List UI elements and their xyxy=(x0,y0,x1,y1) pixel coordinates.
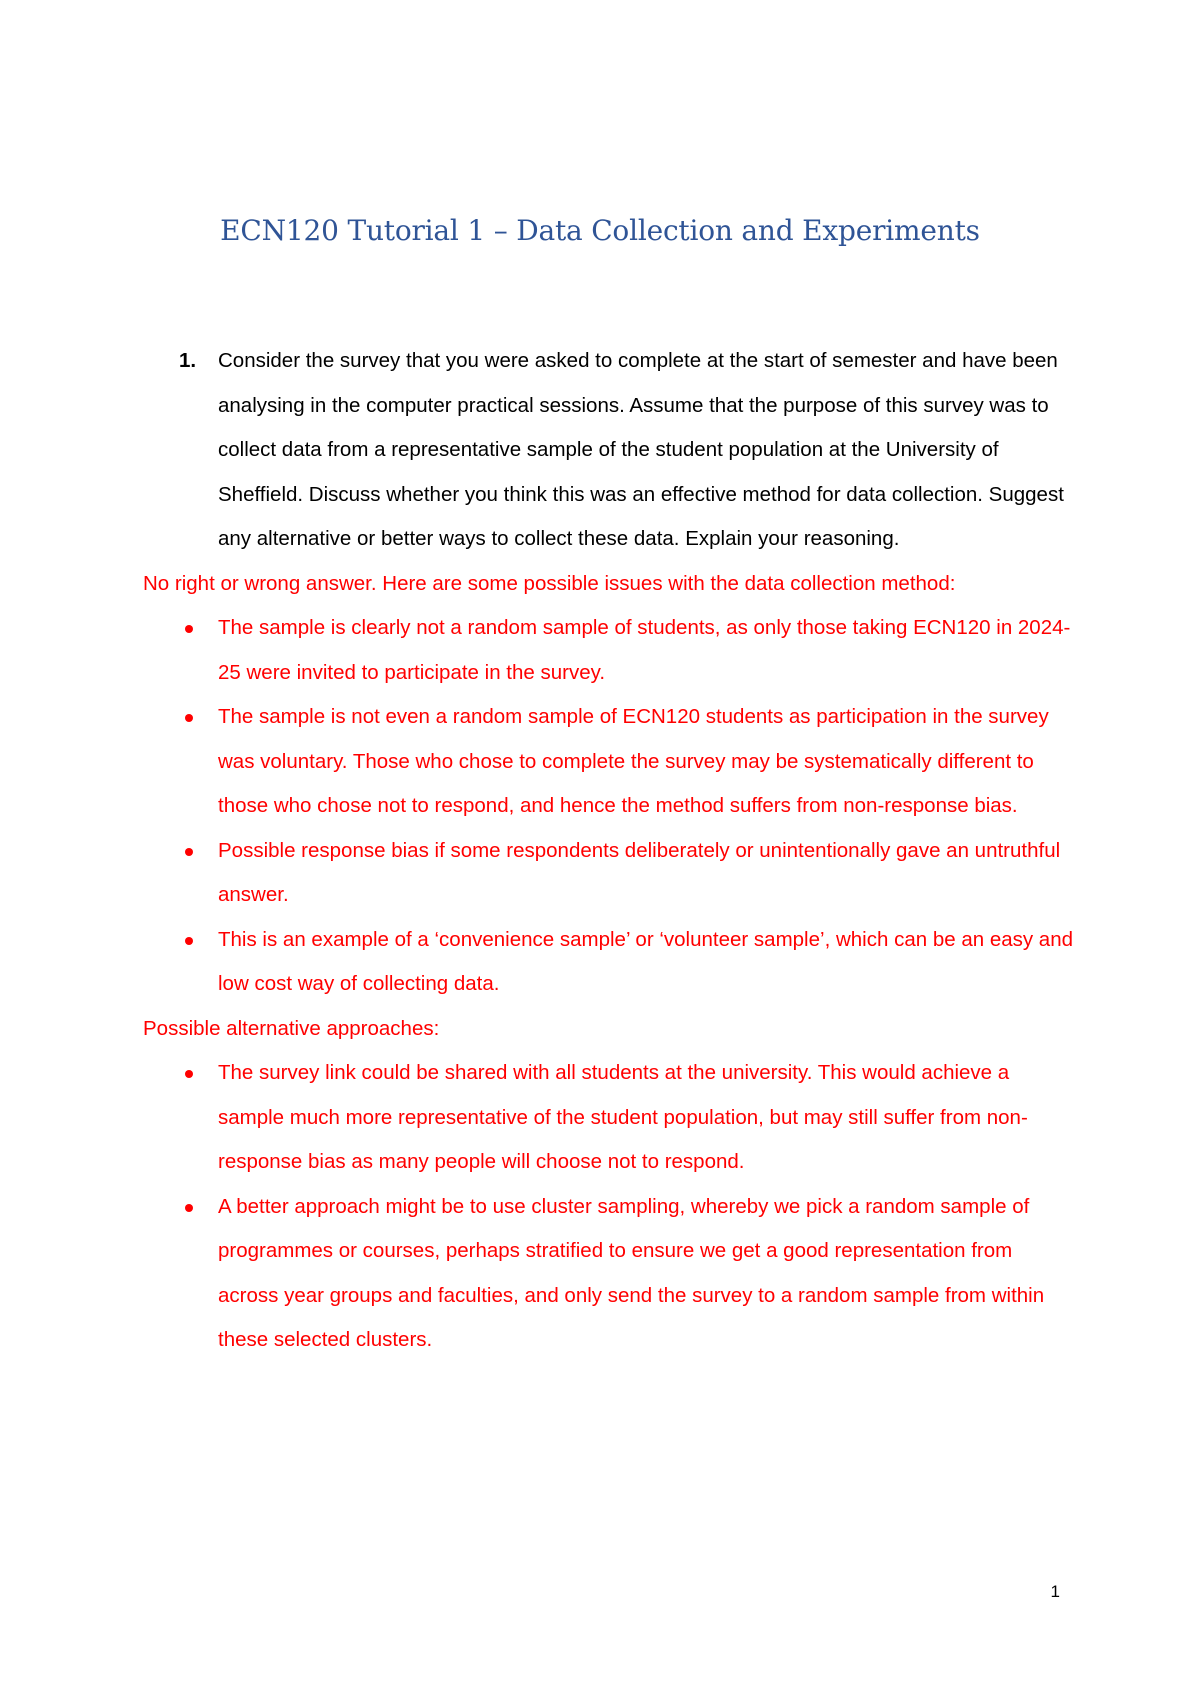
issue-text: The sample is not even a random sample of ECN120 students as participation in the survey was voluntary. Those who chose to complete the survey may be systematically different to those who chose not to respond, and hence the method suffers from non-response bias. xyxy=(218,705,1049,817)
list-item xyxy=(143,1051,1073,1185)
list-item xyxy=(143,606,1073,695)
document-body xyxy=(143,339,1073,1363)
alternative-text: A better approach might be to use cluster sampling, whereby we pick a random sample of programmes or courses, perhaps stratified to ensure we get a good representation from across year groups and faculties, and only send the survey to a random sample from within these selected clusters. xyxy=(218,1194,1045,1351)
list-item xyxy=(143,829,1073,918)
issue-text: This is an example of a ‘convenience sample’ or ‘volunteer sample’, which can be an easy and low cost way of collecting data. xyxy=(218,927,1074,995)
alternative-text: The survey link could be shared with all students at the university. This would achieve a sample much more representative of the student population, but may still suffer from non-response bias as many people will choose not to respond. xyxy=(218,1061,1028,1173)
list-item xyxy=(143,918,1073,1007)
question-text: Consider the survey that you were asked to complete at the start of semester and have been analysing in the computer practical sessions. Assume that the purpose of this survey was to collect data from a representative sample of the student population at the University of Sheffield. Discuss whether you think this was an effective method for data collection. Suggest any alternative or better ways to collect these data. Explain your reasoning. xyxy=(218,349,1064,550)
bullet-icon xyxy=(143,829,218,918)
answer-section xyxy=(143,562,1073,1363)
answer-intro: No right or wrong answer. Here are some possible issues with the data collection method: xyxy=(143,571,956,595)
page-title: ECN120 Tutorial 1 – Data Collection and Experiments xyxy=(220,214,980,247)
bullet-icon xyxy=(143,695,218,829)
issue-text: Possible response bias if some respondents deliberately or unintentionally gave an untruthful answer. xyxy=(218,838,1061,906)
question-item xyxy=(143,339,1073,562)
issues-list xyxy=(143,606,1073,1007)
alternatives-list xyxy=(143,1051,1073,1363)
list-item xyxy=(143,695,1073,829)
bullet-icon xyxy=(143,1051,218,1185)
issue-text: The sample is clearly not a random sample of students, as only those taking ECN120 in 2024-25 were invited to participate in the survey. xyxy=(218,616,1071,684)
bullet-icon xyxy=(143,1185,218,1363)
bullet-icon xyxy=(143,918,218,1007)
bullet-icon xyxy=(143,606,218,695)
alternatives-heading: Possible alternative approaches: xyxy=(143,1016,440,1040)
question-number: 1. xyxy=(179,349,197,372)
page-number: 1 xyxy=(1050,1582,1060,1601)
list-item xyxy=(143,1185,1073,1363)
